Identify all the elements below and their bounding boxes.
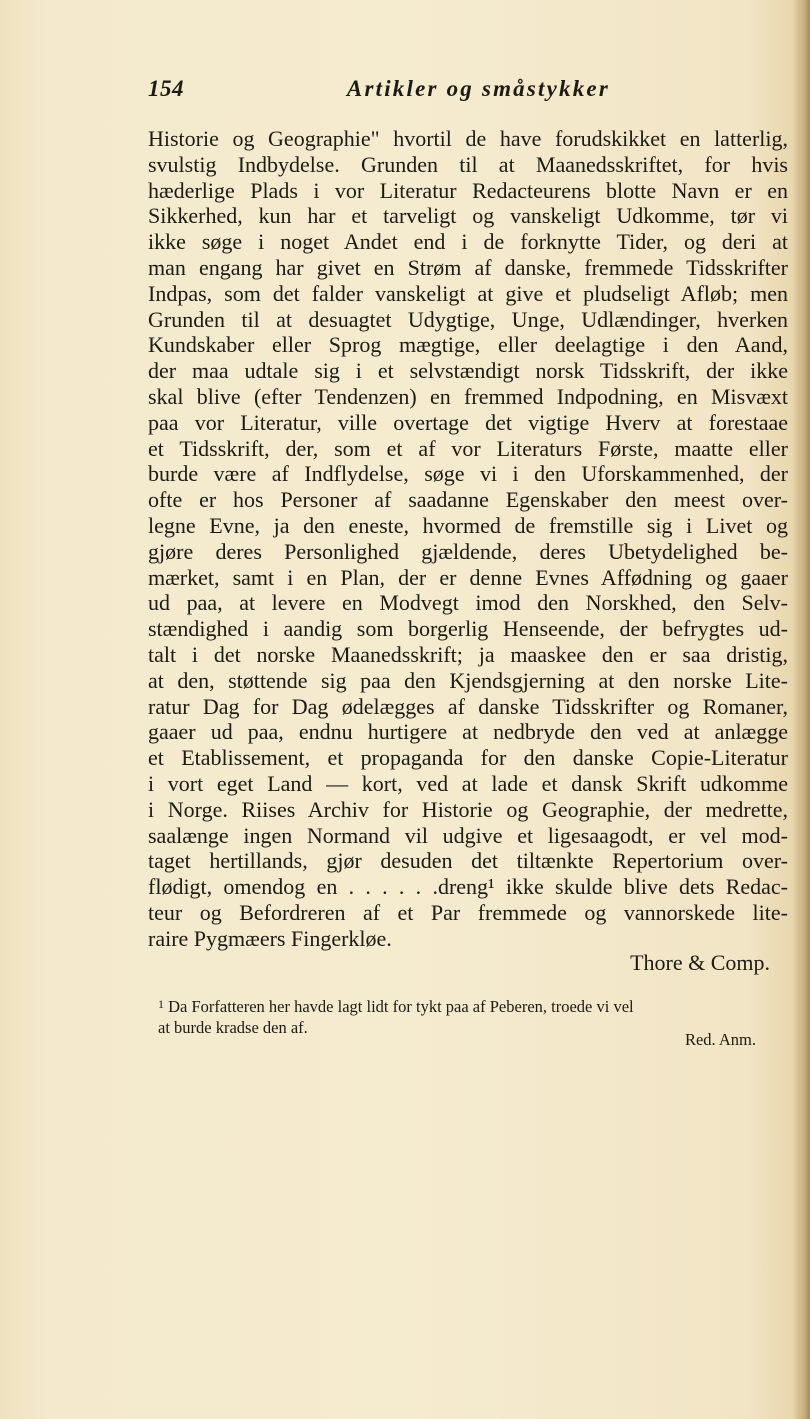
text-line: at den, støttende sig paa den Kjendsgjerning at den norske Lite- xyxy=(148,667,788,693)
text-line: talt i det norske Maanedsskrift; ja maaskee den er saa dristig, xyxy=(148,641,788,667)
text-line: legne Evne, ja den eneste, hvormed de fremstille sig i Livet og xyxy=(148,512,788,538)
text-line: i Norge. Riises Archiv for Historie og Geographie, der medrette, xyxy=(148,796,788,822)
text-line: Sikkerhed, kun har et tarveligt og vanskeligt Udkomme, tør vi xyxy=(148,203,788,229)
text-line: man engang har givet en Strøm af danske, fremmede Tidsskrifter xyxy=(148,254,788,280)
body-text xyxy=(148,126,788,952)
text-line: Indpas, som det falder vanskeligt at give et pludseligt Afløb; men xyxy=(148,280,788,306)
text-line: ikke søge i noget Andet end i de forknytte Tider, og deri at xyxy=(148,229,788,255)
text-line: taget hertillands, gjør desuden det tiltænkte Repertorium over- xyxy=(148,848,788,874)
running-title: Artikler og småstykker xyxy=(346,76,610,101)
page-number: 154 xyxy=(148,76,184,101)
footnote-line: at burde kradse den af. xyxy=(158,1018,308,1037)
text-line: Grunden til at desuagtet Udygtige, Unge, Udlændinger, hverken xyxy=(148,306,788,332)
text-line: paa vor Literatur, ville overtage det vigtige Hverv at forestaae xyxy=(148,409,788,435)
text-line: Kundskaber eller Sprog mægtige, eller deelagtige i den Aand, xyxy=(148,332,788,358)
text-line: svulstig Indbydelse. Grunden til at Maanedsskriftet, for hvis xyxy=(148,151,788,177)
text-line: gjøre deres Personlighed gjældende, deres Ubetydelighed be- xyxy=(148,538,788,564)
signature: Thore & Comp. xyxy=(630,950,770,975)
text-line: i vort eget Land — kort, ved at lade et dansk Skrift udkomme xyxy=(148,770,788,796)
text-line: burde være af Indflydelse, søge vi i den Uforskammenhed, der xyxy=(148,461,788,487)
text-line: saalænge ingen Normand vil udgive et ligesaagodt, er vel mod- xyxy=(148,822,788,848)
text-line: et Tidsskrift, der, som et af vor Literaturs Første, maatte eller xyxy=(148,435,788,461)
text-line: teur og Befordreren af et Par fremmede og vannorskede lite- xyxy=(148,899,788,925)
page-edge-shadow xyxy=(792,0,810,1419)
text-line: flødigt, omendog en . . . . . .dreng¹ ikke skulde blive dets Redac- xyxy=(148,874,788,900)
text-line: gaaer ud paa, endnu hurtigere at nedbryde den ved at anlægge xyxy=(148,719,788,745)
text-line: raire Pygmæers Fingerkløe. xyxy=(148,925,392,951)
text-line: ofte er hos Personer af saadanne Egenskaber den meest over- xyxy=(148,487,788,513)
text-line: ud paa, at levere en Modvegt imod den Norskhed, den Selv- xyxy=(148,590,788,616)
footnote-attribution: Red. Anm. xyxy=(684,1030,756,1049)
text-line: et Etablissement, et propaganda for den danske Copie-Literatur xyxy=(148,745,788,771)
footnote-line xyxy=(158,994,788,1017)
text-line: ratur Dag for Dag ødelægges af danske Tidsskrifter og Romaner, xyxy=(148,693,788,719)
text-line: hæderlige Plads i vor Literatur Redacteurens blotte Navn er en xyxy=(148,177,788,203)
text-line: stændighed i aandig som borgerlig Henseende, der befrygtes ud- xyxy=(148,616,788,642)
page-header xyxy=(148,76,610,110)
text-line: skal blive (efter Tendenzen) en fremmed Indpodning, en Misvæxt xyxy=(148,383,788,409)
footnote-text: Da Forfatteren her havde lagt lidt for tykt paa af Peberen, troede vi vel xyxy=(168,997,634,1016)
text-line: der maa udtale sig i et selvstændigt norsk Tidsskrift, der ikke xyxy=(148,358,788,384)
text-line: Historie og Geographie" hvortil de have forudskikket en latterlig, xyxy=(148,126,788,151)
footnote-marker: 1 xyxy=(158,997,164,1011)
text-line: mærket, samt i en Plan, der er denne Evnes Affødning og gaaer xyxy=(148,564,788,590)
